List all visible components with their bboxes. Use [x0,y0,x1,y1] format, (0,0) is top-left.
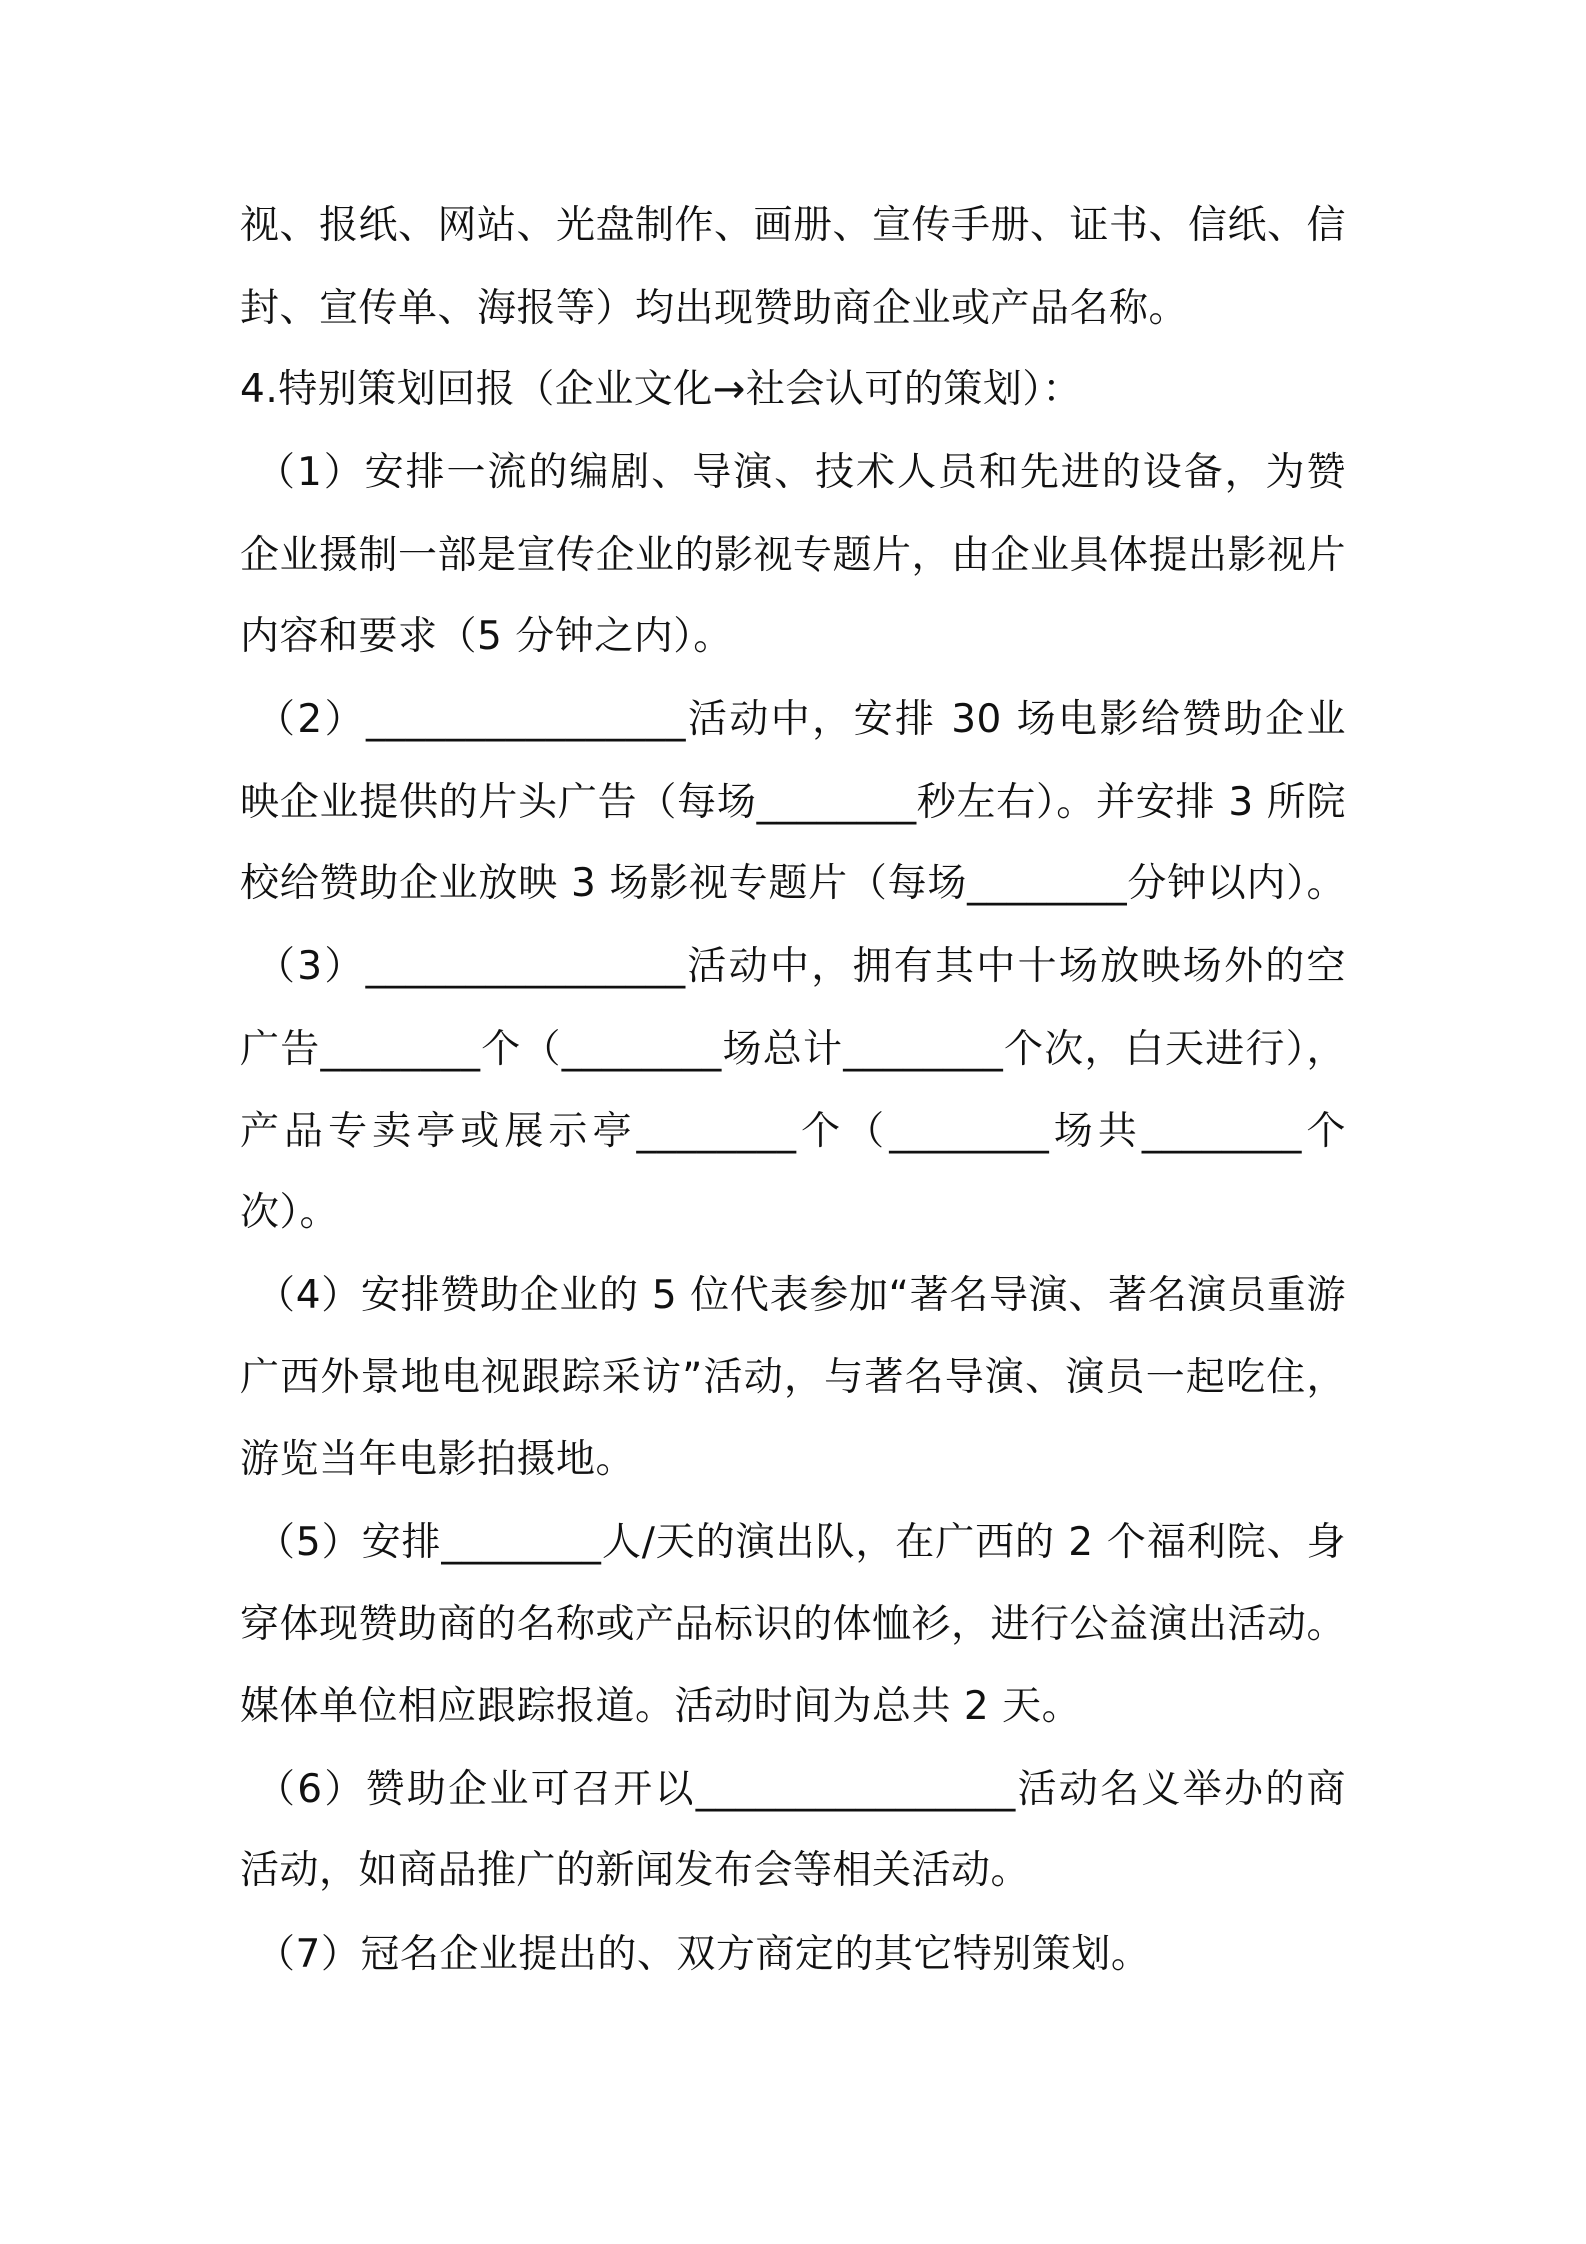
list-item-2: （2）________________活动中，安排 30 场电影给赞助企业 [256,697,1346,742]
list-item-1: （1）安排一流的编剧、导演、技术人员和先进的设备，为赞 [256,450,1346,495]
text-line: 广西外景地电视跟踪采访”活动，与著名导演、演员一起吃住， [240,1355,1346,1400]
text-line: 产品专卖亭或展示亭________个（________场共________个 [240,1109,1346,1154]
text-line: 次）。 [240,1190,340,1235]
text-line: 封、宣传单、海报等）均出现赞助商企业或产品名称。 [240,286,1189,331]
list-item-3: （3）________________活动中，拥有其中十场放映场外的空 [256,944,1346,989]
list-item-6: （6）赞助企业可召开以________________活动名义举办的商 [256,1767,1346,1812]
text-line: 企业摄制一部是宣传企业的影视专题片，由企业具体提出影视片 [240,533,1346,578]
list-item-7: （7）冠名企业提出的、双方商定的其它特别策划。 [256,1932,1151,1977]
list-item-4: （4）安排赞助企业的 5 位代表参加“著名导演、著名演员重游 [256,1273,1346,1318]
text-line: 活动，如商品推广的新闻发布会等相关活动。 [240,1848,1031,1893]
text-line: 媒体单位相应跟踪报道。活动时间为总共 2 天。 [240,1684,1082,1729]
text-line: 穿体现赞助商的名称或产品标识的体恤衫，进行公益演出活动。 [240,1602,1346,1647]
text-line: 视、报纸、网站、光盘制作、画册、宣传手册、证书、信纸、信 [240,203,1346,248]
section-heading: 4.特别策划回报（企业文化→社会认可的策划）： [240,367,1082,412]
list-item-5: （5）安排________人/天的演出队，在广西的 2 个福利院、身 [256,1520,1346,1565]
text-line: 广告________个（________场总计________个次，白天进行）， [240,1027,1346,1072]
text-line: 游览当年电影拍摄地。 [240,1437,636,1482]
text-line: 映企业提供的片头广告（每场________秒左右）。并安排 3 所院 [240,780,1346,825]
text-line: 校给赞助企业放映 3 场影视专题片（每场________分钟以内）。 [240,861,1346,906]
text-line: 内容和要求（5 分钟之内）。 [240,614,733,659]
